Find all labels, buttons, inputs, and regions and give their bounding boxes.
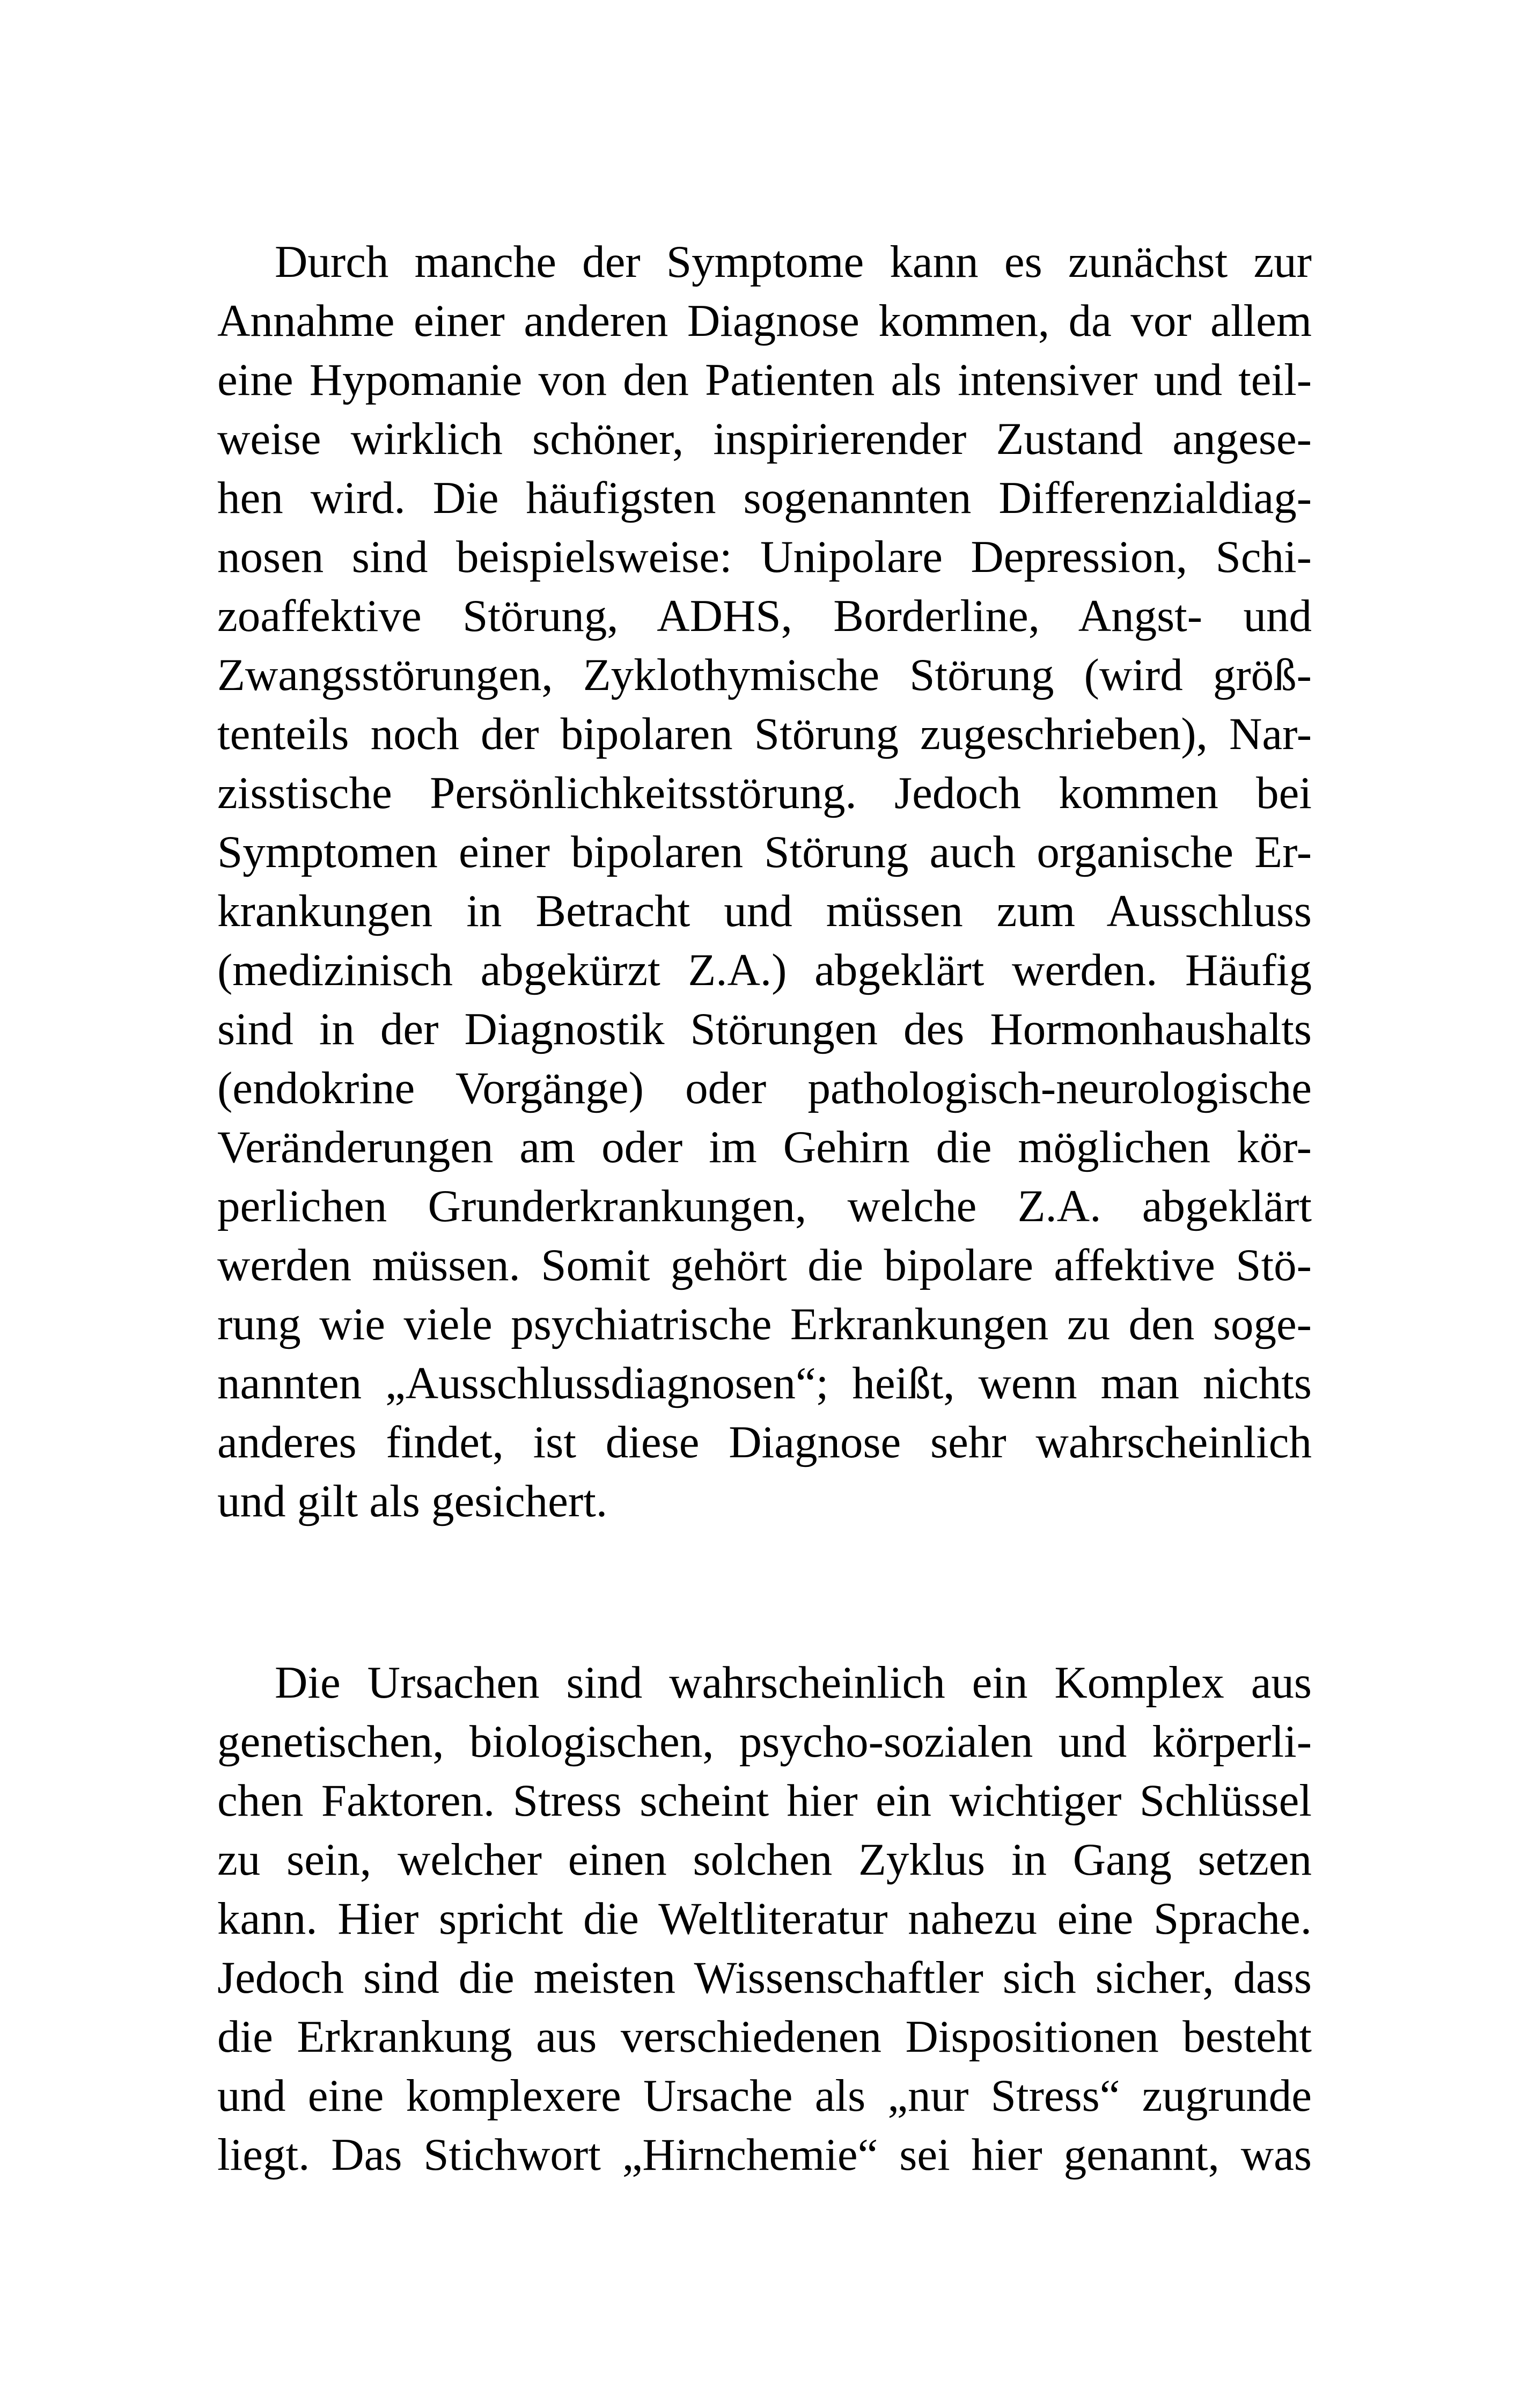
text-line: liegt. Das Stichwort „Hirnchemie“ sei hier genannt, was bbox=[217, 2130, 1312, 2180]
text-line: Jedoch sind die meisten Wissenschaftler sich sicher, dass bbox=[217, 1952, 1312, 2003]
text-line: perlichen Grunderkrankungen, welche Z.A. abgeklärt bbox=[217, 1181, 1312, 1231]
text-line: zisstische Persönlichkeitsstörung. Jedoch kommen bei bbox=[217, 768, 1312, 818]
text-line: die Erkrankung aus verschiedenen Dispositionen besteht bbox=[217, 2011, 1312, 2062]
text-line: werden müssen. Somit gehört die bipolare affektive Stö- bbox=[217, 1240, 1312, 1290]
text-line: nosen sind beispielsweise: Unipolare Depression, Schi- bbox=[217, 532, 1312, 582]
text-line: eine Hypomanie von den Patienten als intensiver und teil- bbox=[217, 355, 1312, 405]
text-line: Die Ursachen sind wahrscheinlich ein Komplex aus bbox=[275, 1657, 1312, 1708]
text-line: zoaffektive Störung, ADHS, Borderline, Angst- und bbox=[217, 591, 1312, 641]
text-line: Annahme einer anderen Diagnose kommen, da vor allem bbox=[217, 296, 1312, 346]
text-line: chen Faktoren. Stress scheint hier ein wichtiger Schlüssel bbox=[217, 1775, 1312, 1826]
text-line: hen wird. Die häufigsten sogenannten Differenzialdiag- bbox=[217, 473, 1312, 523]
text-line: (endokrine Vorgänge) oder pathologisch-neurologische bbox=[217, 1063, 1312, 1113]
text-line: krankungen in Betracht und müssen zum Ausschluss bbox=[217, 886, 1312, 936]
text-line: und eine komplexere Ursache als „nur Stress“ zugrunde bbox=[217, 2071, 1312, 2121]
text-line: Zwangsstörungen, Zyklothymische Störung (wird größ- bbox=[217, 650, 1312, 700]
text-line: und gilt als gesichert. bbox=[217, 1476, 608, 1526]
text-line: (medizinisch abgekürzt Z.A.) abgeklärt werden. Häufig bbox=[217, 945, 1312, 995]
text-line: weise wirklich schöner, inspirierender Zustand angese- bbox=[217, 414, 1312, 464]
text-line: Veränderungen am oder im Gehirn die möglichen kör- bbox=[217, 1122, 1312, 1172]
text-line: anderes findet, ist diese Diagnose sehr wahrscheinlich bbox=[217, 1417, 1312, 1467]
text-line: tenteils noch der bipolaren Störung zugeschrieben), Nar- bbox=[217, 709, 1312, 759]
text-line: Durch manche der Symptome kann es zunächst zur bbox=[275, 237, 1312, 287]
text-line: zu sein, welcher einen solchen Zyklus in Gang setzen bbox=[217, 1834, 1312, 1885]
text-line: genetischen, biologischen, psycho-sozialen und körperli- bbox=[217, 1716, 1312, 1767]
text-line: kann. Hier spricht die Weltliteratur nahezu eine Sprache. bbox=[217, 1893, 1312, 1944]
text-line: nannten „Ausschlussdiagnosen“; heißt, wenn man nichts bbox=[217, 1358, 1312, 1408]
text-line: rung wie viele psychiatrische Erkrankungen zu den soge- bbox=[217, 1299, 1312, 1349]
text-line: sind in der Diagnostik Störungen des Hormonhaushalts bbox=[217, 1004, 1312, 1054]
text-line: Symptomen einer bipolaren Störung auch organische Er- bbox=[217, 827, 1312, 877]
